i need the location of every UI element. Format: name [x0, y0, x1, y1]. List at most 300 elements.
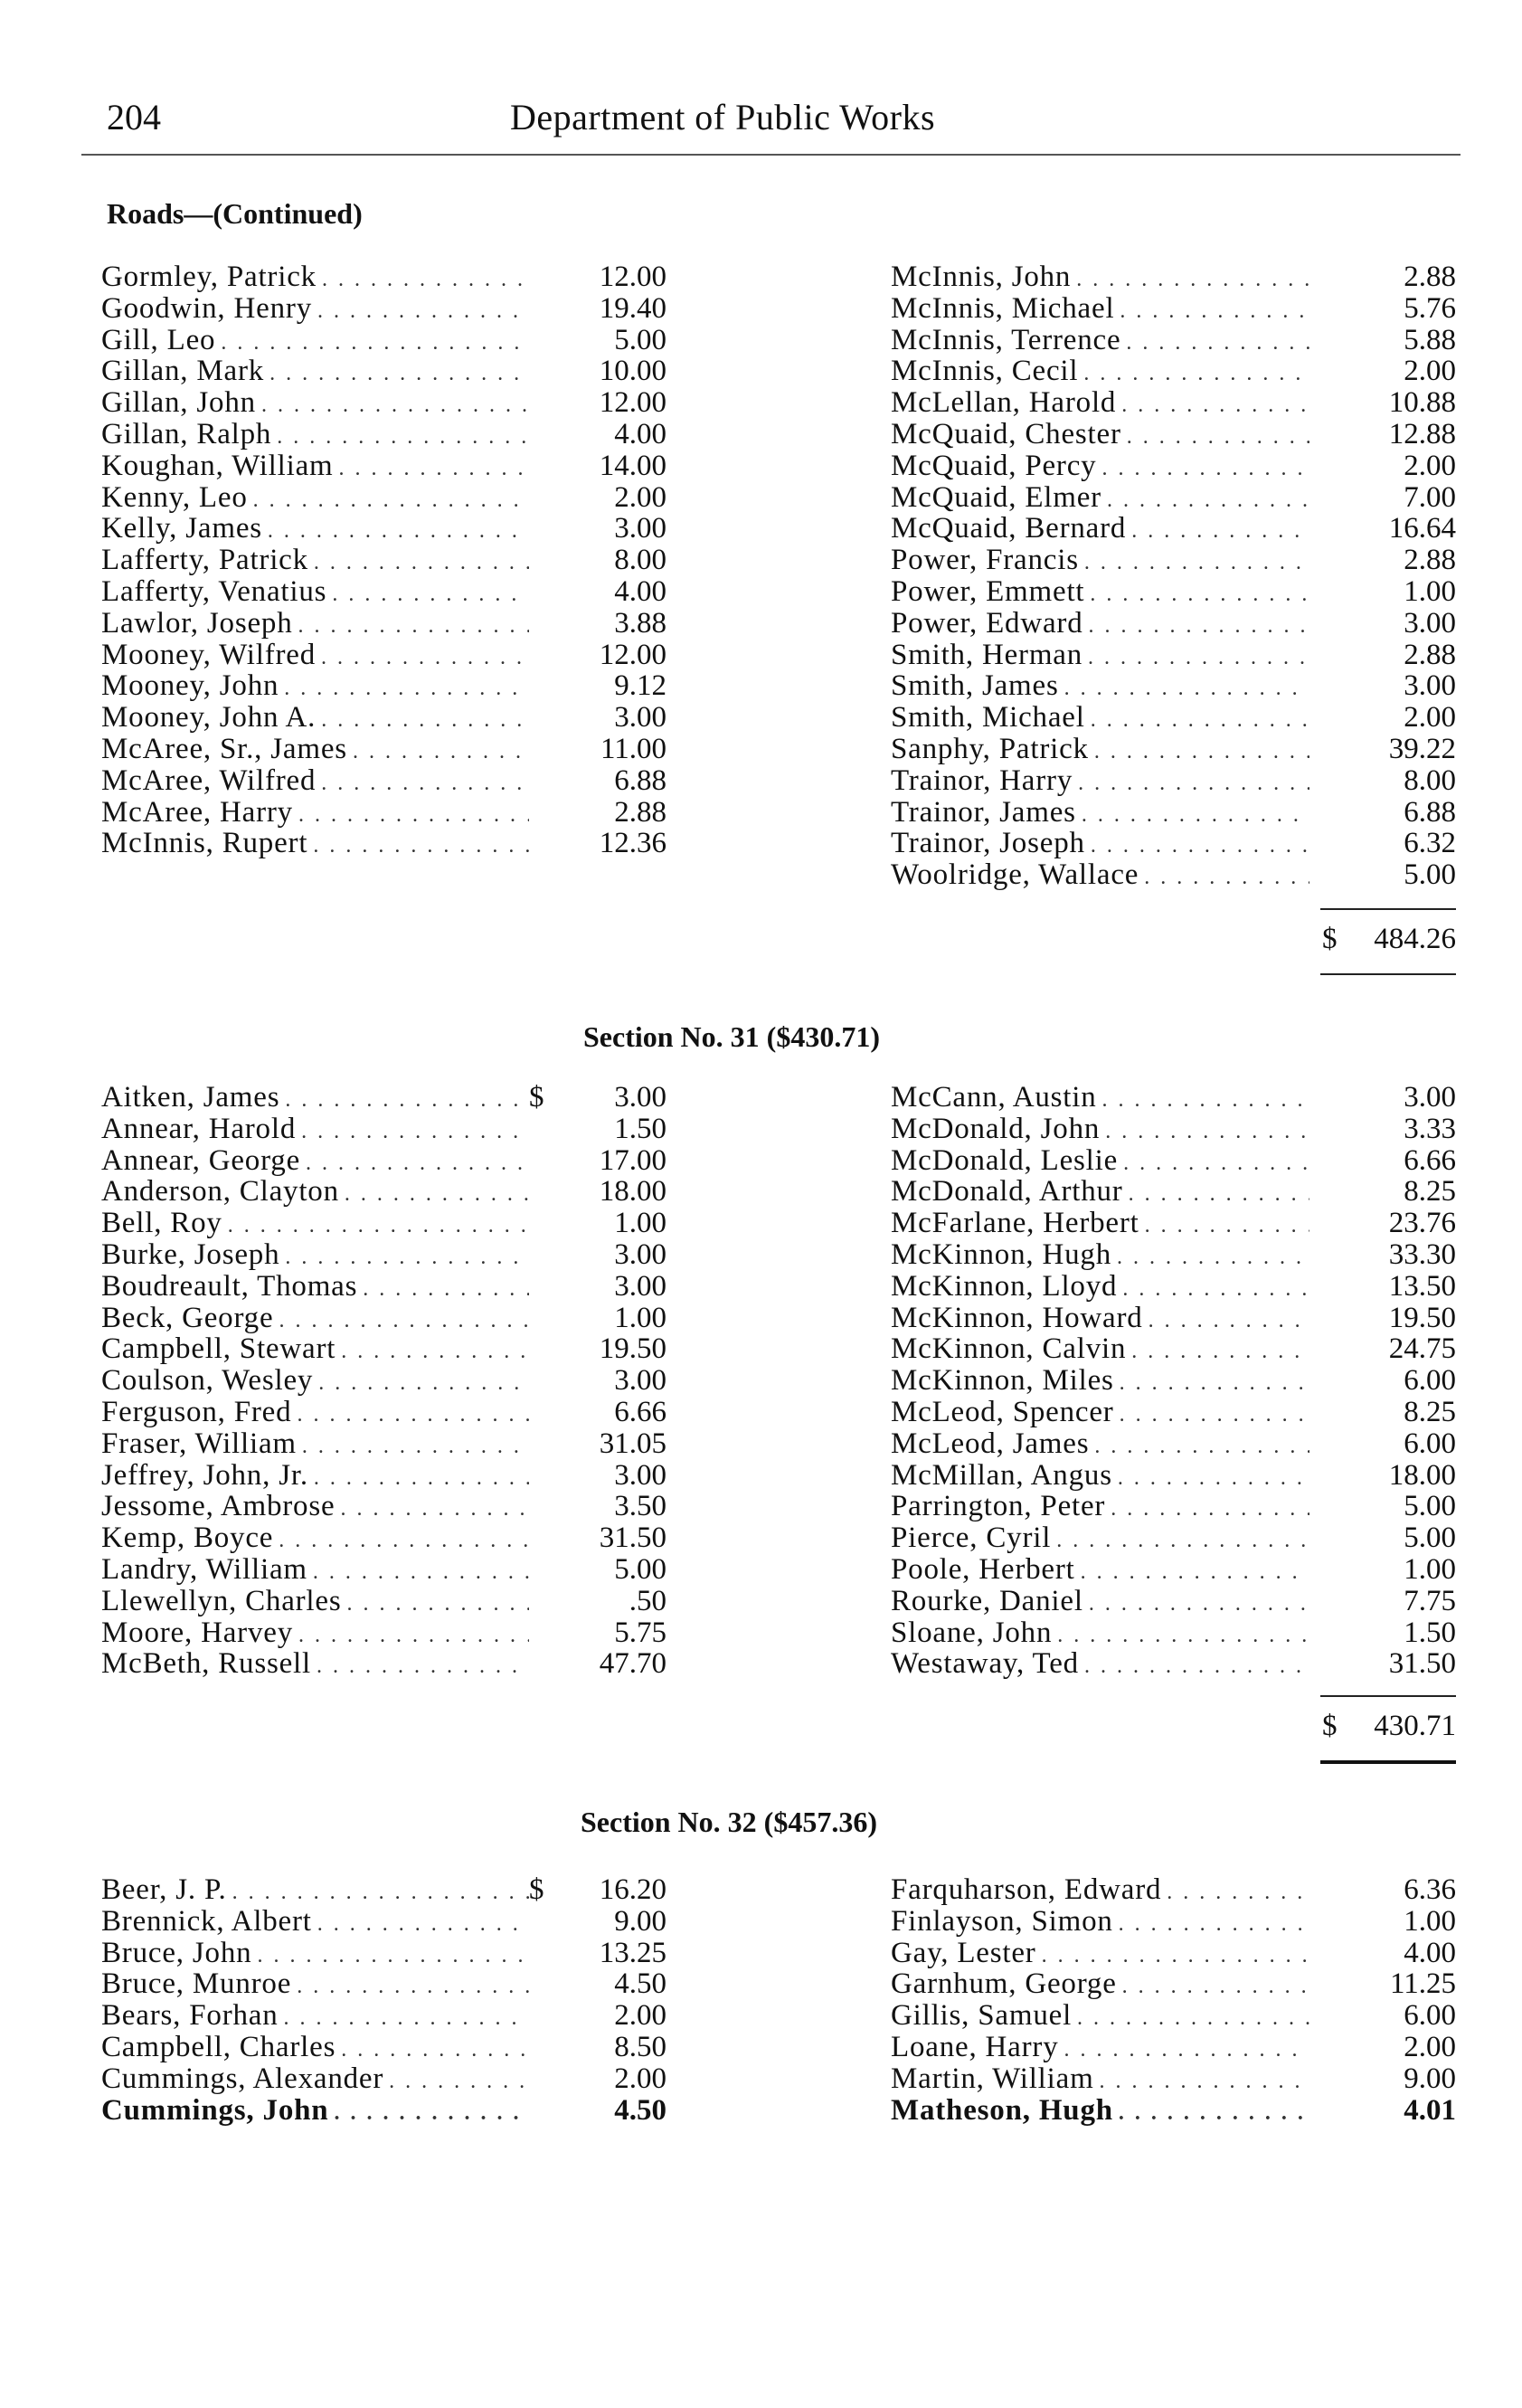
- payee-name: Power, Francis: [891, 544, 1079, 577]
- ledger-row: [101, 2063, 666, 2095]
- payment-amount: 6.00: [1404, 1427, 1456, 1460]
- ledger-row: [891, 859, 1456, 891]
- section-31-title: Section No. 31 ($430.71): [583, 1020, 880, 1053]
- payment-amount: 12.88: [1388, 417, 1456, 450]
- payee-name: McKinnon, Howard: [891, 1301, 1143, 1334]
- dot-leader: [298, 800, 529, 831]
- ledger-row: [101, 1968, 666, 2000]
- payment-amount: 1.00: [614, 1301, 666, 1334]
- ledger-row: [891, 765, 1456, 797]
- payee-name: Llewellyn, Charles: [101, 1584, 342, 1617]
- payment-amount: 6.88: [614, 763, 666, 797]
- payee-name: Gillan, Mark: [101, 355, 265, 388]
- dot-leader: [1094, 736, 1309, 768]
- ledger-row: [101, 356, 666, 387]
- dot-leader: [1117, 1242, 1309, 1274]
- section-32-left-column: [101, 1874, 666, 2126]
- dot-leader: [313, 830, 529, 862]
- payee-name: Landry, William: [101, 1552, 307, 1586]
- ledger-row: [101, 1082, 666, 1114]
- ledger-row: [891, 2095, 1456, 2127]
- dot-leader: [1121, 390, 1309, 422]
- ledger-row: [891, 1906, 1456, 1938]
- payee-name: Aitken, James: [101, 1081, 280, 1114]
- dot-leader: [1145, 1210, 1309, 1242]
- dot-leader: [1131, 516, 1309, 547]
- payee-name: Ferguson, Fred: [101, 1395, 292, 1428]
- payee-name: Kelly, James: [101, 512, 262, 545]
- dot-leader: [1089, 611, 1309, 642]
- ledger-row: [891, 828, 1456, 859]
- dot-leader: [1131, 1336, 1309, 1368]
- payee-name: Poole, Herbert: [891, 1552, 1075, 1586]
- ledger-row: [101, 325, 666, 356]
- payee-name: McBeth, Russell: [101, 1647, 311, 1681]
- dot-leader: [313, 1557, 529, 1588]
- page-header: [101, 90, 1458, 145]
- dot-leader: [298, 1620, 529, 1652]
- ledger-row: [101, 1145, 666, 1177]
- ledger-row: [101, 513, 666, 545]
- payee-name: Gay, Lester: [891, 1936, 1036, 1969]
- dot-leader: [1107, 485, 1309, 517]
- dot-leader: [334, 2098, 529, 2129]
- payment-amount: 9.00: [614, 1904, 666, 1938]
- dot-leader: [298, 611, 529, 642]
- payee-name: Rourke, Daniel: [891, 1584, 1083, 1617]
- ledger-row: [891, 734, 1456, 765]
- ledger-row: [891, 1968, 1456, 2000]
- payee-name: McInnis, Michael: [891, 291, 1115, 325]
- dot-leader: [347, 1588, 530, 1620]
- ledger-row: [101, 734, 666, 765]
- payee-name: Jeffrey, John, Jr.: [101, 1458, 308, 1492]
- dot-leader: [1120, 1399, 1309, 1431]
- payee-name: Smith, James: [891, 669, 1059, 703]
- dot-leader: [341, 1336, 529, 1368]
- payment-amount: 5.00: [614, 1552, 666, 1586]
- payee-name: Bell, Roy: [101, 1207, 222, 1240]
- payment-amount: 10.00: [599, 355, 666, 388]
- payee-name: Annear, George: [101, 1143, 301, 1177]
- payee-name: Bruce, Munroe: [101, 1967, 292, 2001]
- dot-leader: [268, 516, 529, 547]
- ledger-row: [891, 608, 1456, 640]
- payment-amount: 5.00: [614, 323, 666, 356]
- page-number: 204: [107, 97, 161, 137]
- dot-leader: [302, 1431, 529, 1463]
- payment-amount: 6.66: [1404, 1143, 1456, 1177]
- header-rule: [81, 154, 1461, 156]
- payee-name: Burke, Joseph: [101, 1237, 280, 1271]
- payment-amount: 2.88: [614, 795, 666, 829]
- ledger-row: [891, 450, 1456, 482]
- payee-name: Campbell, Charles: [101, 2030, 336, 2063]
- payee-name: Boudreault, Thomas: [101, 1269, 358, 1303]
- payee-name: Power, Edward: [891, 606, 1083, 640]
- payment-amount: 11.00: [600, 732, 666, 765]
- dot-leader: [314, 547, 529, 579]
- ledger-row: [101, 1397, 666, 1428]
- dot-leader: [1076, 264, 1309, 296]
- dot-leader: [321, 642, 529, 674]
- payment-amount: 31.05: [599, 1427, 666, 1460]
- payment-amount: 4.00: [1404, 1936, 1456, 1969]
- payment-amount: 6.00: [1404, 1999, 1456, 2033]
- ledger-row: [891, 670, 1456, 702]
- payee-name: Finlayson, Simon: [891, 1904, 1113, 1938]
- ledger-row: [891, 513, 1456, 545]
- dot-leader: [1149, 1305, 1309, 1337]
- dot-leader: [297, 1971, 529, 2003]
- payee-name: Lafferty, Venatius: [101, 574, 327, 608]
- payee-name: McFarlane, Herbert: [891, 1207, 1139, 1240]
- ledger-row: [101, 670, 666, 702]
- ledger-row: [101, 1617, 666, 1649]
- roads-left-column: [101, 261, 666, 859]
- payment-amount: 17.00: [599, 1143, 666, 1177]
- dot-leader: [1081, 1557, 1309, 1588]
- payee-name: McAree, Wilfred: [101, 763, 317, 797]
- payment-amount: 1.50: [614, 1112, 666, 1145]
- payment-amount: 3.00: [1404, 669, 1456, 703]
- payee-name: McQuaid, Percy: [891, 449, 1097, 482]
- payment-amount: 6.88: [1404, 795, 1456, 829]
- payment-amount: 33.30: [1388, 1237, 1456, 1271]
- dot-leader: [322, 264, 529, 296]
- payee-name: Moore, Harvey: [101, 1616, 293, 1649]
- payment-amount: 13.25: [599, 1936, 666, 1969]
- payee-name: McDonald, Leslie: [891, 1143, 1119, 1177]
- section-32-right-column: [891, 1874, 1456, 2126]
- dot-leader: [317, 1909, 529, 1940]
- ledger-row: [891, 356, 1456, 387]
- payment-amount: 14.00: [599, 449, 666, 482]
- ledger-row: [101, 1906, 666, 1938]
- ledger-row: [101, 545, 666, 576]
- ledger-row: [891, 261, 1456, 293]
- payment-amount: 19.40: [599, 291, 666, 325]
- dot-leader: [221, 327, 529, 359]
- dot-leader: [1119, 2098, 1309, 2129]
- payment-amount: 12.00: [599, 261, 666, 293]
- payee-name: Annear, Harold: [101, 1112, 297, 1145]
- dot-leader: [306, 1148, 529, 1180]
- ledger-row: [891, 1874, 1456, 1906]
- dot-leader: [1100, 2066, 1309, 2098]
- ledger-row: [891, 1239, 1456, 1271]
- dot-leader: [1119, 1909, 1309, 1940]
- dot-leader: [232, 1877, 529, 1909]
- ledger-row: [101, 1428, 666, 1460]
- ledger-row: [891, 1648, 1456, 1680]
- dot-leader: [1088, 642, 1309, 674]
- payment-amount: 5.00: [1404, 1522, 1456, 1555]
- dot-leader: [284, 2003, 529, 2034]
- ledger-row: [891, 1176, 1456, 1208]
- payment-amount: 3.00: [614, 1237, 666, 1271]
- dot-leader: [301, 1116, 529, 1148]
- dot-leader: [1078, 768, 1309, 800]
- payee-name: Garnhum, George: [891, 1967, 1117, 2001]
- ledger-row: [891, 702, 1456, 734]
- ledger-row: [101, 2032, 666, 2063]
- dot-leader: [1090, 579, 1309, 611]
- payee-name: Anderson, Clayton: [101, 1175, 339, 1209]
- payee-name: Beck, George: [101, 1301, 274, 1334]
- ledger-row: [891, 1397, 1456, 1428]
- payment-amount: 4.50: [614, 1967, 666, 2001]
- dot-leader: [1057, 1620, 1309, 1652]
- payee-name: McKinnon, Calvin: [891, 1332, 1127, 1366]
- dot-leader: [1064, 2034, 1309, 2066]
- payee-name: Martin, William: [891, 2062, 1094, 2095]
- dot-leader: [1077, 2003, 1309, 2034]
- payment-amount: 47.70: [599, 1647, 666, 1681]
- payee-name: Jessome, Ambrose: [101, 1490, 336, 1523]
- dot-leader: [321, 768, 529, 800]
- payee-name: McQuaid, Chester: [891, 417, 1121, 450]
- payee-name: Sanphy, Patrick: [891, 732, 1089, 765]
- payee-name: Gormley, Patrick: [101, 261, 317, 293]
- dot-leader: [1167, 1877, 1309, 1909]
- dot-leader: [285, 1085, 529, 1116]
- dot-leader: [1120, 296, 1309, 327]
- payee-name: McMillan, Angus: [891, 1458, 1112, 1492]
- payment-amount: 5.00: [1404, 1490, 1456, 1523]
- ledger-row: [101, 1938, 666, 1969]
- ledger-row: [891, 1554, 1456, 1586]
- payment-amount: 1.00: [614, 1207, 666, 1240]
- section-32-title: Section No. 32 ($457.36): [581, 1806, 877, 1838]
- payment-amount: 1.50: [1404, 1616, 1456, 1649]
- payee-name: McLellan, Harold: [891, 386, 1117, 420]
- dot-leader: [353, 736, 529, 768]
- dot-leader: [363, 1274, 529, 1305]
- roads-total-amount: 484.26: [1374, 923, 1456, 955]
- ledger-row: [891, 1617, 1456, 1649]
- payment-amount: 2.00: [1404, 701, 1456, 735]
- ledger-row: [891, 2032, 1456, 2063]
- ledger-row: [101, 1365, 666, 1397]
- payment-amount: 3.00: [1404, 606, 1456, 640]
- payee-name: Gillan, John: [101, 386, 256, 420]
- ledger-row: [891, 419, 1456, 450]
- ledger-row: [891, 325, 1456, 356]
- payee-name: Lawlor, Joseph: [101, 606, 293, 640]
- ledger-row: [891, 1114, 1456, 1145]
- payee-name: Gill, Leo: [101, 323, 216, 356]
- section-31-total-underline: [1320, 1760, 1456, 1764]
- dot-leader: [269, 358, 529, 390]
- dot-leader: [389, 2066, 529, 2098]
- payment-amount: 5.75: [614, 1616, 666, 1649]
- payee-name: Woolridge, Wallace: [891, 858, 1139, 892]
- dot-leader: [1127, 422, 1309, 453]
- payment-amount: 23.76: [1388, 1207, 1456, 1240]
- payment-amount: 31.50: [599, 1522, 666, 1555]
- dot-leader: [1094, 1431, 1309, 1463]
- dot-leader: [317, 296, 529, 327]
- payment-amount: .50: [629, 1584, 666, 1617]
- ledger-row: [101, 640, 666, 671]
- payment-amount: 10.88: [1388, 386, 1456, 420]
- payment-amount: 8.25: [1404, 1395, 1456, 1428]
- roads-section-title: Roads—(Continued): [107, 197, 363, 230]
- payment-amount: 2.00: [1404, 2030, 1456, 2063]
- payment-amount: 4.01: [1404, 2093, 1456, 2127]
- payment-amount: 13.50: [1388, 1269, 1456, 1303]
- ledger-row: [101, 576, 666, 608]
- dot-leader: [318, 1368, 529, 1399]
- payee-name: Westaway, Ted: [891, 1647, 1079, 1681]
- payment-amount: 3.00: [1404, 1081, 1456, 1114]
- payee-name: McLeod, James: [891, 1427, 1090, 1460]
- payment-amount: 2.00: [614, 480, 666, 514]
- dot-leader: [1120, 1368, 1309, 1399]
- section-31-right-column: [891, 1082, 1456, 1680]
- section-31-total-amount: 430.71: [1374, 1710, 1456, 1742]
- payee-name: Bruce, John: [101, 1936, 252, 1969]
- payment-amount: 6.00: [1404, 1364, 1456, 1398]
- payment-amount: 12.00: [599, 638, 666, 671]
- dot-leader: [253, 485, 529, 517]
- dot-leader: [1105, 1116, 1309, 1148]
- payment-amount: 9.12: [614, 669, 666, 703]
- ledger-row: [891, 576, 1456, 608]
- currency-sign: $: [529, 1081, 544, 1114]
- ledger-row: [101, 482, 666, 514]
- ledger-row: [101, 1586, 666, 1617]
- ledger-row: [101, 1303, 666, 1334]
- dot-leader: [261, 390, 529, 422]
- dot-leader: [1144, 862, 1309, 894]
- dot-leader: [1126, 327, 1309, 359]
- ledger-row: [891, 1271, 1456, 1303]
- ledger-row: [891, 1428, 1456, 1460]
- payee-name: Gillan, Ralph: [101, 417, 272, 450]
- dot-leader: [277, 422, 529, 453]
- ledger-row: [891, 2063, 1456, 2095]
- payee-name: Farquharson, Edward: [891, 1873, 1162, 1906]
- payment-amount: 7.75: [1404, 1584, 1456, 1617]
- payee-name: Campbell, Stewart: [101, 1332, 336, 1366]
- dot-leader: [1111, 1493, 1309, 1525]
- payee-name: Goodwin, Henry: [101, 291, 312, 325]
- payment-amount: 3.00: [614, 1458, 666, 1492]
- roads-total-currency: $: [1322, 923, 1338, 955]
- dot-leader: [340, 1493, 529, 1525]
- payee-name: Coulson, Wesley: [101, 1364, 314, 1398]
- ledger-row: [101, 387, 666, 419]
- ledger-row: [891, 482, 1456, 514]
- payee-name: Matheson, Hugh: [891, 2093, 1113, 2127]
- payee-name: McInnis, Rupert: [101, 827, 308, 860]
- ledger-row: [101, 797, 666, 829]
- dot-leader: [1102, 1085, 1309, 1116]
- ledger-row: [101, 1333, 666, 1365]
- dot-leader: [341, 2034, 529, 2066]
- payment-amount: 3.88: [614, 606, 666, 640]
- payment-amount: 8.25: [1404, 1175, 1456, 1209]
- ledger-row: [101, 1648, 666, 1680]
- dot-leader: [1091, 705, 1309, 736]
- payment-amount: 18.00: [599, 1175, 666, 1209]
- payment-amount: 3.00: [614, 1269, 666, 1303]
- ledger-row: [101, 1176, 666, 1208]
- dot-leader: [1122, 1971, 1309, 2003]
- payment-amount: 1.00: [1404, 574, 1456, 608]
- dot-leader: [1042, 1940, 1309, 1972]
- payment-amount: 2.88: [1404, 638, 1456, 671]
- payment-amount: 12.36: [599, 827, 666, 860]
- payee-name: Cummings, John: [101, 2093, 329, 2127]
- payment-amount: 18.00: [1388, 1458, 1456, 1492]
- payee-name: Mooney, Wilfred: [101, 638, 317, 671]
- payee-name: McDonald, Arthur: [891, 1175, 1123, 1209]
- dot-leader: [1083, 358, 1309, 390]
- roads-total-rule: [1320, 908, 1456, 910]
- payment-amount: 6.36: [1404, 1873, 1456, 1906]
- dot-leader: [314, 1463, 529, 1494]
- payee-name: Loane, Harry: [891, 2030, 1059, 2063]
- ledger-row: [101, 1460, 666, 1492]
- ledger-row: [891, 1365, 1456, 1397]
- roads-total: [1322, 923, 1456, 956]
- payment-amount: 8.00: [614, 544, 666, 577]
- dot-leader: [279, 1525, 529, 1557]
- ledger-row: [101, 702, 666, 734]
- ledger-row: [101, 1491, 666, 1522]
- payment-amount: 5.00: [1404, 858, 1456, 892]
- payee-name: McAree, Sr., James: [101, 732, 347, 765]
- payment-amount: 6.32: [1404, 827, 1456, 860]
- dot-leader: [297, 1399, 529, 1431]
- payee-name: Cummings, Alexander: [101, 2062, 384, 2095]
- ledger-row: [101, 765, 666, 797]
- payee-name: Bears, Forhan: [101, 1999, 279, 2033]
- dot-leader: [1056, 1525, 1309, 1557]
- dot-leader: [1089, 1588, 1309, 1620]
- payment-amount: 8.50: [614, 2030, 666, 2063]
- ledger-row: [101, 450, 666, 482]
- payment-amount: 19.50: [599, 1332, 666, 1366]
- ledger-row: [891, 797, 1456, 829]
- payee-name: McKinnon, Hugh: [891, 1237, 1112, 1271]
- payee-name: Koughan, William: [101, 449, 334, 482]
- dot-leader: [284, 673, 529, 705]
- ledger-row: [101, 828, 666, 859]
- payment-amount: 9.00: [1404, 2062, 1456, 2095]
- dot-leader: [1101, 453, 1309, 485]
- ledger-row: [891, 1460, 1456, 1492]
- payee-name: Mooney, John A.: [101, 701, 317, 735]
- dot-leader: [1129, 1179, 1309, 1210]
- payment-amount: 7.00: [1404, 480, 1456, 514]
- ledger-row: [101, 2095, 666, 2127]
- dot-leader: [332, 579, 529, 611]
- payment-amount: 4.00: [614, 574, 666, 608]
- ledger-row: [101, 1554, 666, 1586]
- currency-sign: $: [529, 1873, 544, 1906]
- dot-leader: [1082, 800, 1309, 831]
- payment-amount: 4.00: [614, 417, 666, 450]
- payee-name: McKinnon, Miles: [891, 1364, 1114, 1398]
- dot-leader: [345, 1179, 529, 1210]
- payee-name: Sloane, John: [891, 1616, 1053, 1649]
- ledger-row: [891, 293, 1456, 325]
- payee-name: McCann, Austin: [891, 1081, 1097, 1114]
